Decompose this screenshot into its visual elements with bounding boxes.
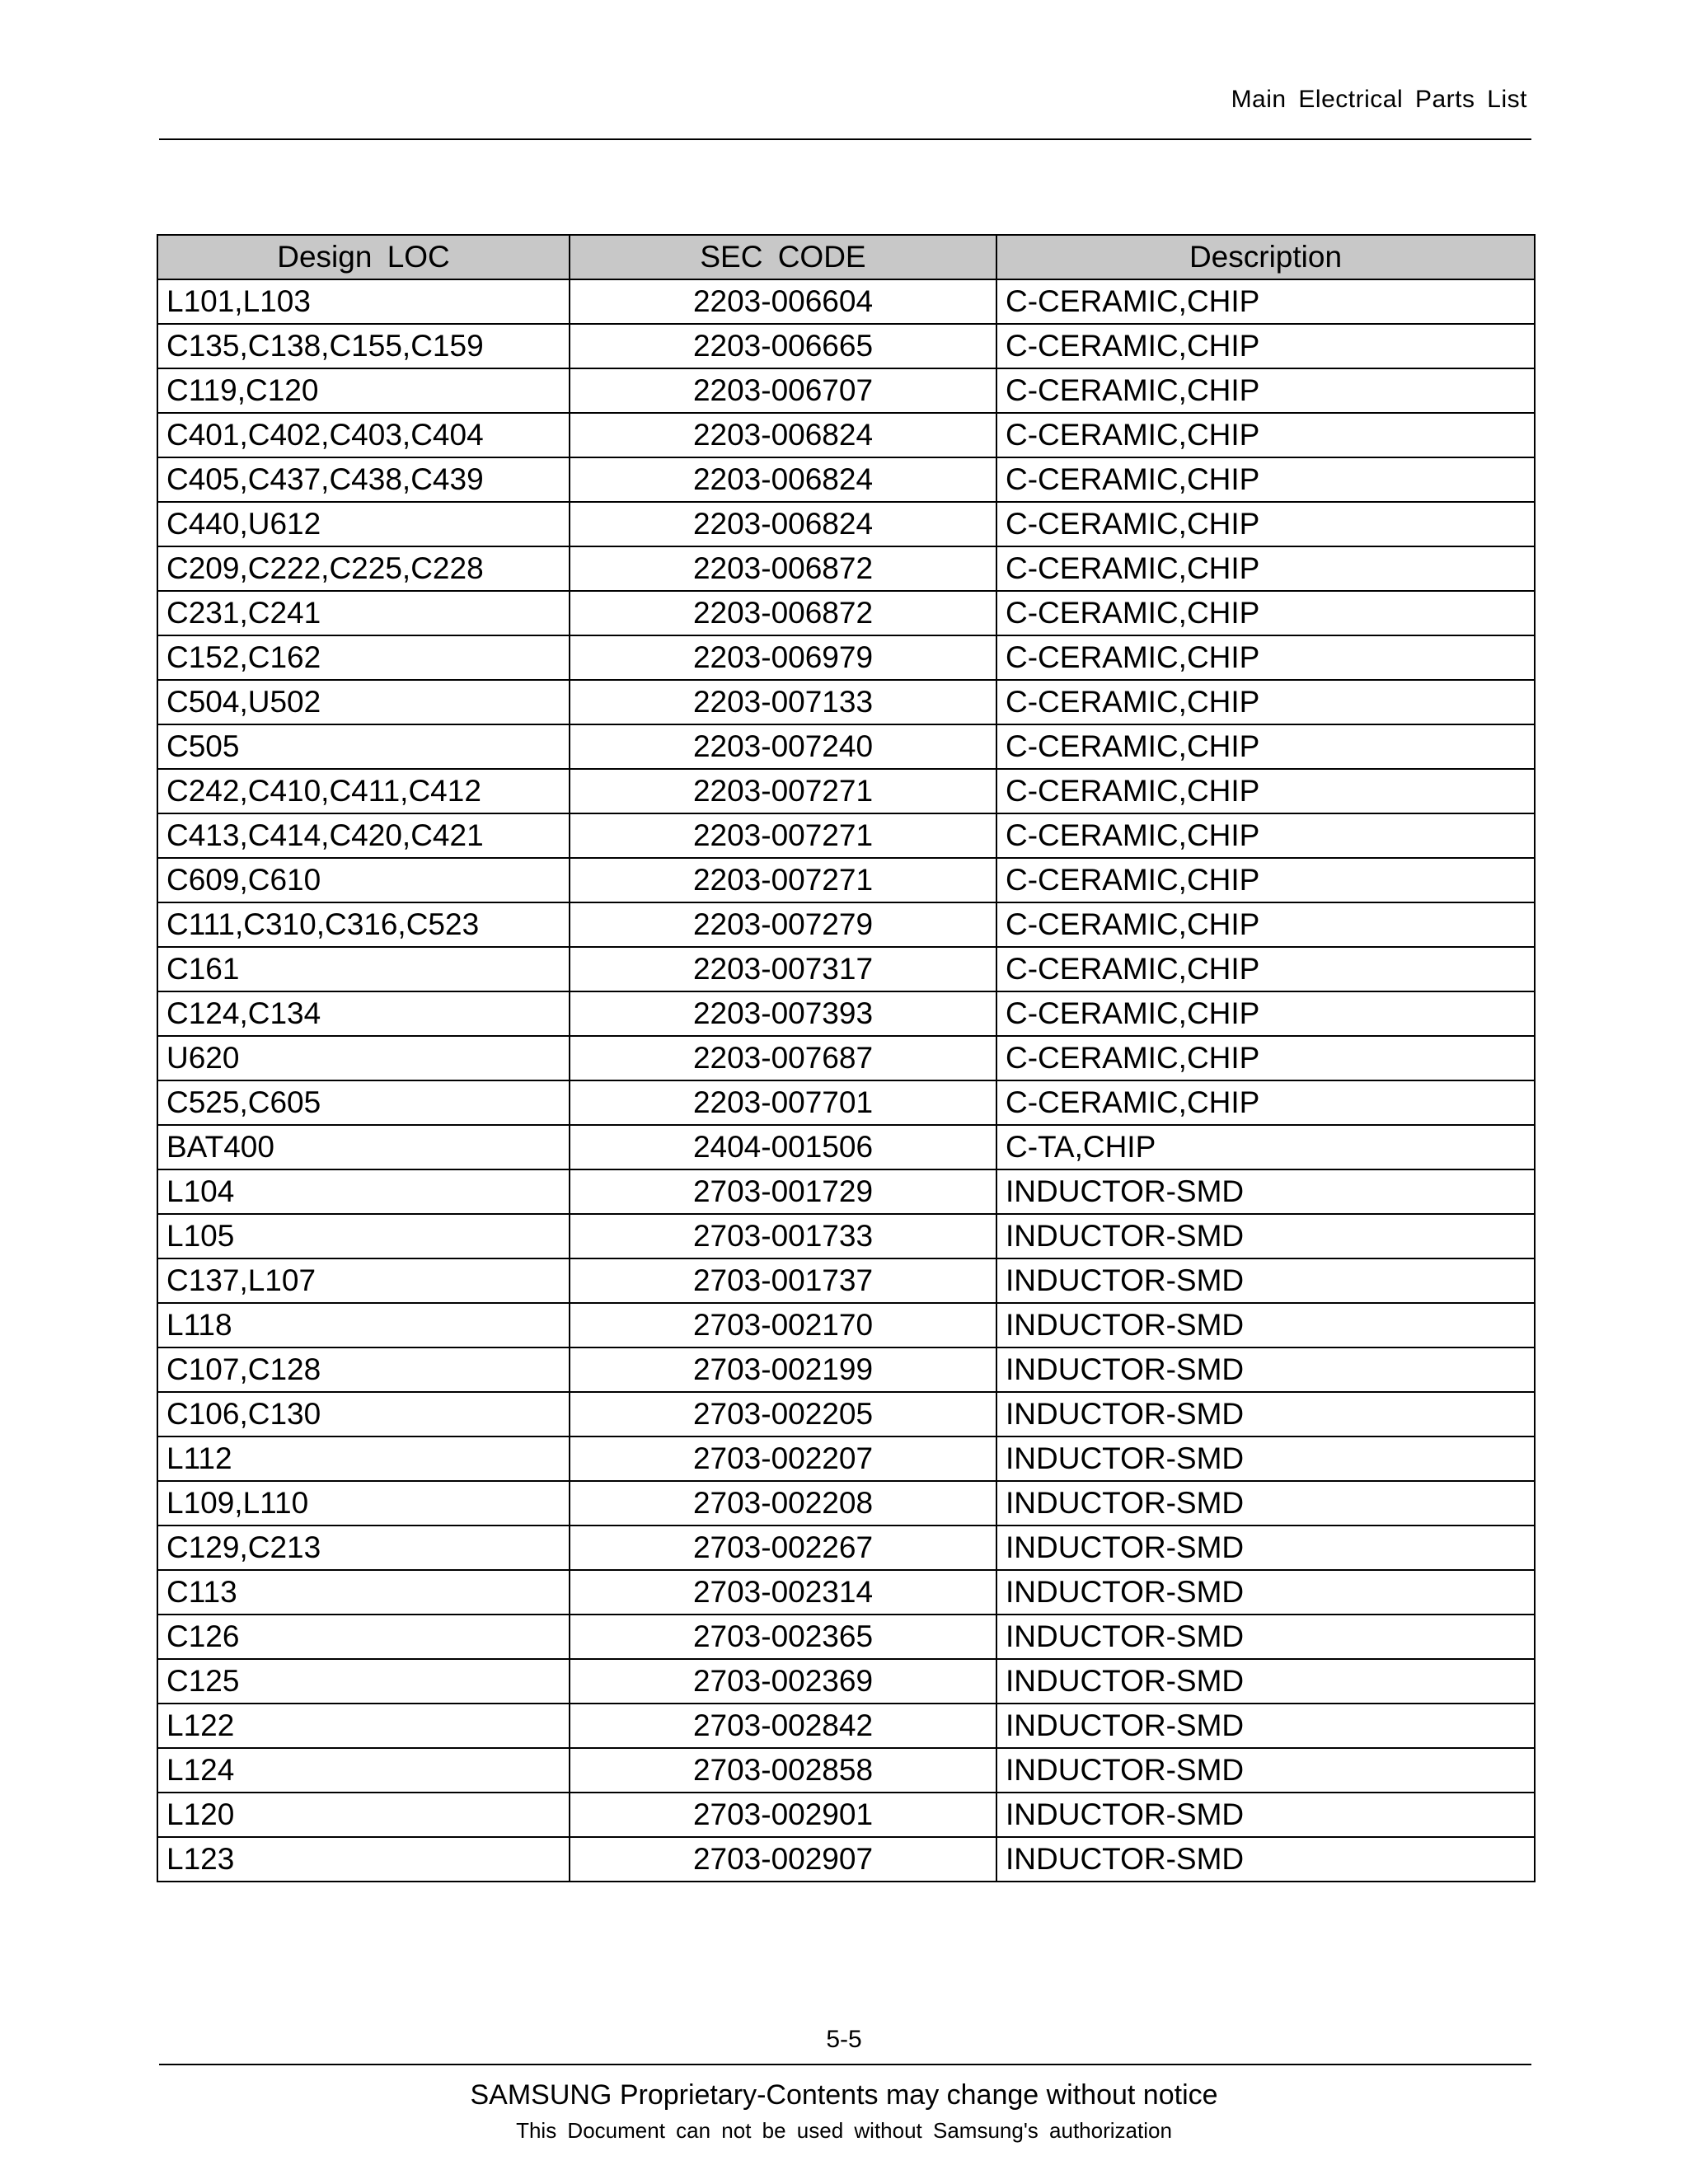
description-cell: C-CERAMIC,CHIP xyxy=(996,324,1535,368)
sec-code-cell: 2703-002369 xyxy=(570,1659,996,1704)
design-loc-cell: L122 xyxy=(157,1704,570,1748)
sec-code-cell: 2203-007701 xyxy=(570,1080,996,1125)
sec-code-cell: 2203-007240 xyxy=(570,724,996,769)
description-cell: C-CERAMIC,CHIP xyxy=(996,413,1535,457)
table-row xyxy=(157,724,1535,769)
parts-table xyxy=(157,234,1536,1882)
table-row xyxy=(157,813,1535,858)
table-row xyxy=(157,368,1535,413)
design-loc-cell: C152,C162 xyxy=(157,635,570,680)
description-cell: C-CERAMIC,CHIP xyxy=(996,991,1535,1036)
description-cell: C-CERAMIC,CHIP xyxy=(996,502,1535,546)
table-row xyxy=(157,1214,1535,1258)
table-row xyxy=(157,591,1535,635)
design-loc-cell: L120 xyxy=(157,1793,570,1837)
description-cell: INDUCTOR-SMD xyxy=(996,1258,1535,1303)
table-row xyxy=(157,324,1535,368)
design-loc-cell: C107,C128 xyxy=(157,1347,570,1392)
sec-code-cell: 2703-001737 xyxy=(570,1258,996,1303)
page-number: 5-5 xyxy=(826,2026,862,2053)
description-cell: INDUCTOR-SMD xyxy=(996,1347,1535,1392)
design-loc-cell: BAT400 xyxy=(157,1125,570,1169)
design-loc-cell: C525,C605 xyxy=(157,1080,570,1125)
description-cell: INDUCTOR-SMD xyxy=(996,1481,1535,1526)
description-cell: INDUCTOR-SMD xyxy=(996,1793,1535,1837)
page-header-title: Main Electrical Parts List xyxy=(1231,86,1527,113)
table-row xyxy=(157,1392,1535,1436)
description-cell: INDUCTOR-SMD xyxy=(996,1570,1535,1615)
description-cell: C-CERAMIC,CHIP xyxy=(996,680,1535,724)
description-cell: C-CERAMIC,CHIP xyxy=(996,457,1535,502)
table-row xyxy=(157,947,1535,991)
description-cell: C-CERAMIC,CHIP xyxy=(996,858,1535,902)
sec-code-cell: 2703-002365 xyxy=(570,1615,996,1659)
description-cell: INDUCTOR-SMD xyxy=(996,1748,1535,1793)
description-cell: INDUCTOR-SMD xyxy=(996,1704,1535,1748)
table-row xyxy=(157,1659,1535,1704)
table-row xyxy=(157,1615,1535,1659)
description-cell: INDUCTOR-SMD xyxy=(996,1392,1535,1436)
table-row xyxy=(157,1481,1535,1526)
design-loc-cell: C440,U612 xyxy=(157,502,570,546)
table-row xyxy=(157,1125,1535,1169)
sec-code-cell: 2703-002858 xyxy=(570,1748,996,1793)
table-row xyxy=(157,1837,1535,1882)
table-row xyxy=(157,680,1535,724)
description-cell: C-CERAMIC,CHIP xyxy=(996,902,1535,947)
design-loc-cell: C126 xyxy=(157,1615,570,1659)
sec-code-cell: 2703-002199 xyxy=(570,1347,996,1392)
sec-code-cell: 2703-002208 xyxy=(570,1481,996,1526)
design-loc-cell: C124,C134 xyxy=(157,991,570,1036)
table-row xyxy=(157,1793,1535,1837)
sec-code-cell: 2404-001506 xyxy=(570,1125,996,1169)
description-cell: INDUCTOR-SMD xyxy=(996,1526,1535,1570)
table-row xyxy=(157,1036,1535,1080)
table-row xyxy=(157,1303,1535,1347)
header-divider xyxy=(159,138,1531,140)
description-cell: INDUCTOR-SMD xyxy=(996,1436,1535,1481)
table-row xyxy=(157,1570,1535,1615)
sec-code-cell: 2703-002907 xyxy=(570,1837,996,1882)
description-cell: INDUCTOR-SMD xyxy=(996,1615,1535,1659)
sec-code-cell: 2703-002314 xyxy=(570,1570,996,1615)
description-cell: C-CERAMIC,CHIP xyxy=(996,635,1535,680)
design-loc-cell: C137,L107 xyxy=(157,1258,570,1303)
design-loc-cell: L101,L103 xyxy=(157,279,570,324)
design-loc-cell: C106,C130 xyxy=(157,1392,570,1436)
table-row xyxy=(157,546,1535,591)
table-row xyxy=(157,858,1535,902)
description-cell: C-CERAMIC,CHIP xyxy=(996,591,1535,635)
table-row xyxy=(157,413,1535,457)
sec-code-cell: 2203-006824 xyxy=(570,502,996,546)
sec-code-cell: 2203-006707 xyxy=(570,368,996,413)
design-loc-cell: C242,C410,C411,C412 xyxy=(157,769,570,813)
column-header-description: Description xyxy=(996,235,1535,279)
sec-code-cell: 2203-007271 xyxy=(570,813,996,858)
design-loc-cell: C119,C120 xyxy=(157,368,570,413)
design-loc-cell: C401,C402,C403,C404 xyxy=(157,413,570,457)
description-cell: C-CERAMIC,CHIP xyxy=(996,813,1535,858)
sec-code-cell: 2203-007317 xyxy=(570,947,996,991)
description-cell: C-TA,CHIP xyxy=(996,1125,1535,1169)
table-header-row xyxy=(157,235,1535,279)
description-cell: INDUCTOR-SMD xyxy=(996,1659,1535,1704)
design-loc-cell: C413,C414,C420,C421 xyxy=(157,813,570,858)
table-row xyxy=(157,457,1535,502)
table-row xyxy=(157,1169,1535,1214)
sec-code-cell: 2203-006665 xyxy=(570,324,996,368)
sec-code-cell: 2203-006824 xyxy=(570,457,996,502)
design-loc-cell: C129,C213 xyxy=(157,1526,570,1570)
sec-code-cell: 2203-007279 xyxy=(570,902,996,947)
description-cell: C-CERAMIC,CHIP xyxy=(996,368,1535,413)
design-loc-cell: C405,C437,C438,C439 xyxy=(157,457,570,502)
sec-code-cell: 2703-002901 xyxy=(570,1793,996,1837)
table-row xyxy=(157,1748,1535,1793)
design-loc-cell: C111,C310,C316,C523 xyxy=(157,902,570,947)
design-loc-cell: U620 xyxy=(157,1036,570,1080)
footer-proprietary-notice: SAMSUNG Proprietary-Contents may change without notice xyxy=(470,2079,1218,2111)
description-cell: C-CERAMIC,CHIP xyxy=(996,769,1535,813)
design-loc-cell: L118 xyxy=(157,1303,570,1347)
design-loc-cell: C209,C222,C225,C228 xyxy=(157,546,570,591)
description-cell: C-CERAMIC,CHIP xyxy=(996,947,1535,991)
description-cell: C-CERAMIC,CHIP xyxy=(996,279,1535,324)
sec-code-cell: 2203-007271 xyxy=(570,769,996,813)
description-cell: C-CERAMIC,CHIP xyxy=(996,1036,1535,1080)
footer-divider xyxy=(159,2064,1531,2065)
sec-code-cell: 2203-006979 xyxy=(570,635,996,680)
design-loc-cell: C505 xyxy=(157,724,570,769)
description-cell: INDUCTOR-SMD xyxy=(996,1303,1535,1347)
design-loc-cell: C609,C610 xyxy=(157,858,570,902)
design-loc-cell: C113 xyxy=(157,1570,570,1615)
sec-code-cell: 2703-001729 xyxy=(570,1169,996,1214)
sec-code-cell: 2703-002205 xyxy=(570,1392,996,1436)
description-cell: INDUCTOR-SMD xyxy=(996,1837,1535,1882)
design-loc-cell: L123 xyxy=(157,1837,570,1882)
sec-code-cell: 2203-007133 xyxy=(570,680,996,724)
sec-code-cell: 2703-002170 xyxy=(570,1303,996,1347)
description-cell: C-CERAMIC,CHIP xyxy=(996,1080,1535,1125)
design-loc-cell: C135,C138,C155,C159 xyxy=(157,324,570,368)
table-row xyxy=(157,279,1535,324)
design-loc-cell: L109,L110 xyxy=(157,1481,570,1526)
design-loc-cell: C161 xyxy=(157,947,570,991)
sec-code-cell: 2703-002842 xyxy=(570,1704,996,1748)
column-header-design-loc: Design LOC xyxy=(157,235,570,279)
table-row xyxy=(157,1704,1535,1748)
sec-code-cell: 2203-006872 xyxy=(570,546,996,591)
footer-authorization-notice: This Document can not be used without Samsung's authorization xyxy=(516,2118,1172,2143)
design-loc-cell: L124 xyxy=(157,1748,570,1793)
sec-code-cell: 2203-007393 xyxy=(570,991,996,1036)
design-loc-cell: C231,C241 xyxy=(157,591,570,635)
sec-code-cell: 2203-007271 xyxy=(570,858,996,902)
description-cell: C-CERAMIC,CHIP xyxy=(996,724,1535,769)
table-row xyxy=(157,1436,1535,1481)
design-loc-cell: L105 xyxy=(157,1214,570,1258)
design-loc-cell: C504,U502 xyxy=(157,680,570,724)
design-loc-cell: L104 xyxy=(157,1169,570,1214)
table-row xyxy=(157,902,1535,947)
design-loc-cell: L112 xyxy=(157,1436,570,1481)
sec-code-cell: 2703-002207 xyxy=(570,1436,996,1481)
sec-code-cell: 2203-006604 xyxy=(570,279,996,324)
sec-code-cell: 2703-002267 xyxy=(570,1526,996,1570)
table-row xyxy=(157,769,1535,813)
design-loc-cell: C125 xyxy=(157,1659,570,1704)
sec-code-cell: 2203-006824 xyxy=(570,413,996,457)
parts-table-body xyxy=(157,279,1535,1882)
table-row xyxy=(157,991,1535,1036)
table-row xyxy=(157,1526,1535,1570)
column-header-sec-code: SEC CODE xyxy=(570,235,996,279)
table-row xyxy=(157,635,1535,680)
table-row xyxy=(157,1080,1535,1125)
table-row xyxy=(157,1347,1535,1392)
table-row xyxy=(157,502,1535,546)
sec-code-cell: 2703-001733 xyxy=(570,1214,996,1258)
description-cell: INDUCTOR-SMD xyxy=(996,1214,1535,1258)
sec-code-cell: 2203-007687 xyxy=(570,1036,996,1080)
description-cell: C-CERAMIC,CHIP xyxy=(996,546,1535,591)
table-row xyxy=(157,1258,1535,1303)
description-cell: INDUCTOR-SMD xyxy=(996,1169,1535,1214)
sec-code-cell: 2203-006872 xyxy=(570,591,996,635)
